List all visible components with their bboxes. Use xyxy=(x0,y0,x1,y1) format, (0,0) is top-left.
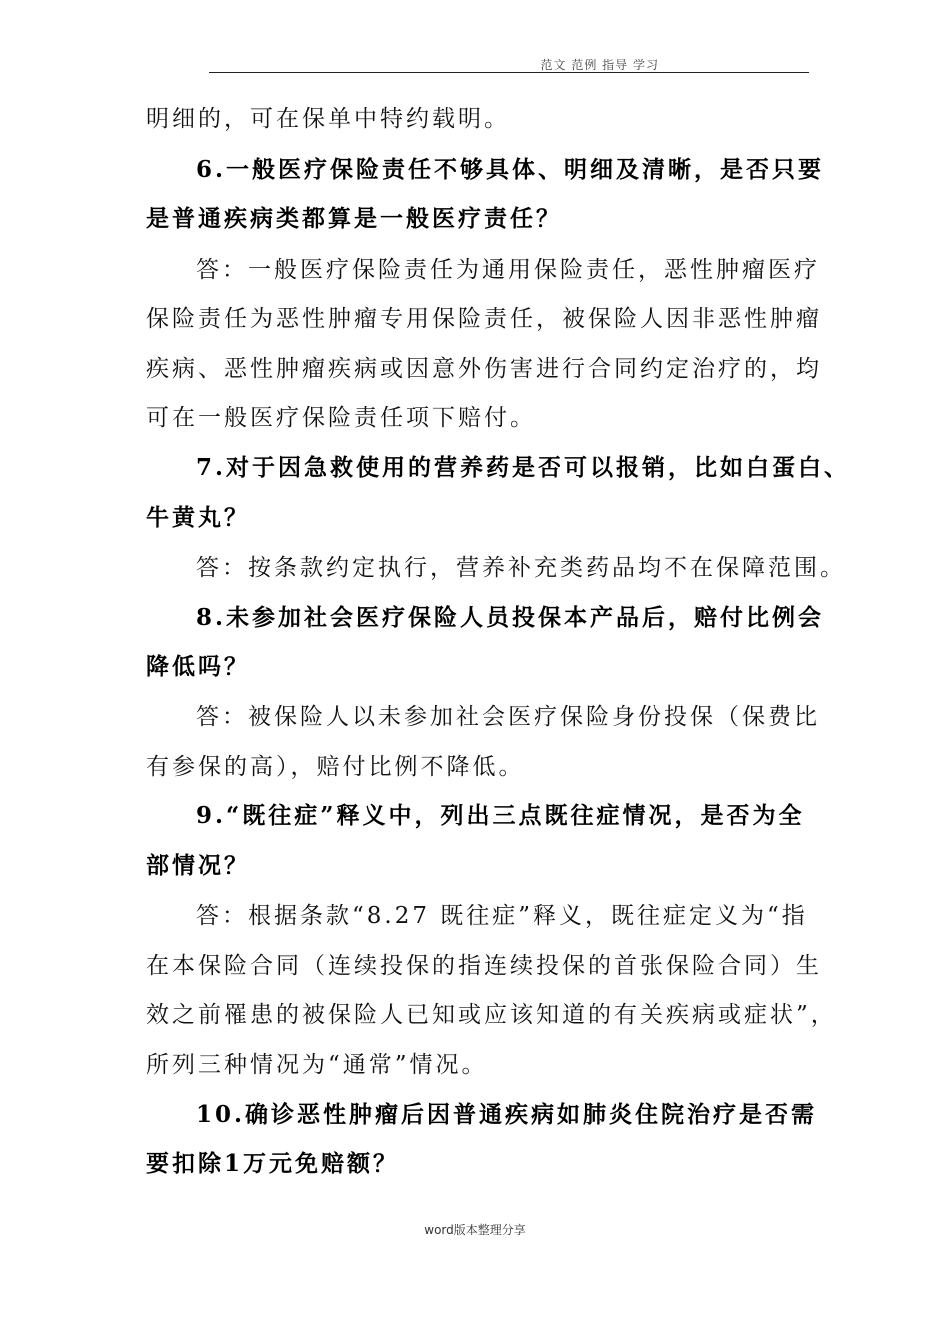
question-8-line: 8.未参加社会医疗保险人员投保本产品后，赔付比例会 xyxy=(196,604,825,631)
answer-8-line: 答：被保险人以未参加社会医疗保险身份投保（保费比 xyxy=(196,704,820,730)
answer-7-line: 答：按条款约定执行，营养补充类药品均不在保障范围。 xyxy=(196,555,846,581)
answer-6-line: 保险责任为恶性肿瘤专用保险责任，被保险人因非恶性肿瘤 xyxy=(146,306,822,332)
header-rule xyxy=(209,72,809,73)
page-footer: word版本整理分享 xyxy=(424,1223,526,1237)
answer-9-line: 效之前罹患的被保险人已知或应该知道的有关疾病或症状”， xyxy=(146,1002,837,1028)
question-10-line: 10.确诊恶性肿瘤后因普通疾病如肺炎住院治疗是否需 xyxy=(196,1101,818,1128)
page-header: 范文 范例 指导 学习 xyxy=(540,58,659,72)
question-6-line: 是普通疾病类都算是一般医疗责任？ xyxy=(146,205,562,232)
answer-6-line: 答：一般医疗保险责任为通用保险责任，恶性肿瘤医疗 xyxy=(196,257,820,283)
question-8-line: 降低吗？ xyxy=(146,653,250,680)
question-6-line: 6.一般医疗保险责任不够具体、明细及清晰，是否只要 xyxy=(196,156,825,183)
answer-9-line: 在本保险合同（连续投保的指连续投保的首张保险合同）生 xyxy=(146,953,822,979)
answer-9-line: 所列三种情况为“通常”情况。 xyxy=(146,1052,488,1078)
answer-9-line: 答：根据条款“8.27 既往症”释义，既往症定义为“指 xyxy=(196,903,808,929)
question-10-line: 要扣除1万元免赔额？ xyxy=(146,1150,400,1177)
answer-8-line: 有参保的高），赔付比例不降低。 xyxy=(146,754,525,780)
answer-6-line: 疾病、恶性肿瘤疾病或因意外伤害进行合同约定治疗的，均 xyxy=(146,356,822,382)
question-9-line: 9.“既往症”释义中，列出三点既往症情况，是否为全 xyxy=(196,802,805,829)
question-9-line: 部情况？ xyxy=(146,852,250,879)
question-7-line: 7.对于因急救使用的营养药是否可以报销，比如白蛋白、 xyxy=(196,454,851,481)
answer-6-line: 可在一般医疗保险责任项下赔付。 xyxy=(146,405,536,431)
question-7-line: 牛黄丸？ xyxy=(146,504,250,531)
body-line: 明细的，可在保单中特约载明。 xyxy=(146,106,510,132)
